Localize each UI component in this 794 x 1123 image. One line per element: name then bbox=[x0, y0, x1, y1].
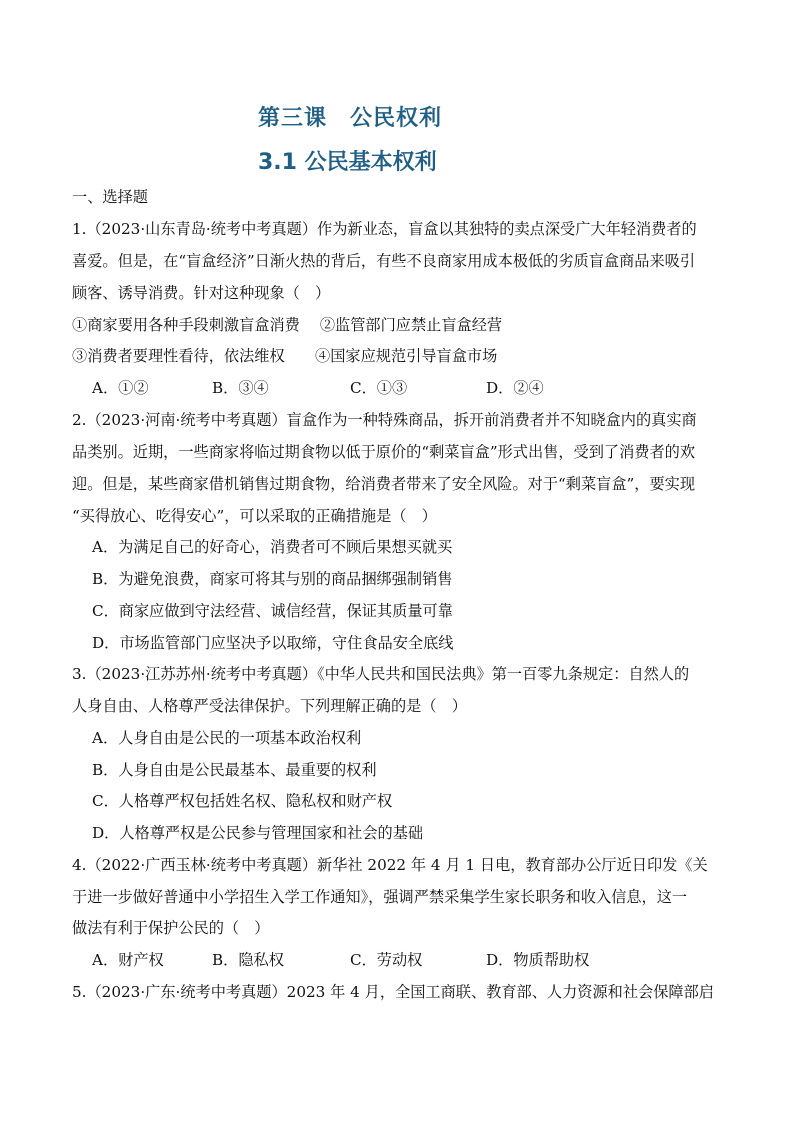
question-3-option-b: B．人身自由是公民最基本、最重要的权利 bbox=[92, 761, 377, 779]
section-heading: 一、选择题 bbox=[72, 188, 148, 206]
question-5-line-1: 5.（2023·广东·统考中考真题）2023 年 4 月，全国工商联、教育部、人力资源和社会保障部启 bbox=[72, 983, 714, 1001]
option-c: C．劳动权 bbox=[350, 951, 423, 969]
question-2-line-1: 2.（2023·河南·统考中考真题）盲盒作为一种特殊商品，拆开前消费者并不知晓盒内的真实商 bbox=[72, 411, 697, 429]
question-1-statement-2: ③消费者要理性看待，依法维权 ④国家应规范引导盲盒市场 bbox=[72, 347, 498, 365]
question-2-option-d: D．市场监管部门应坚决予以取缔，守住食品安全底线 bbox=[92, 634, 454, 652]
option-d: D．物质帮助权 bbox=[486, 951, 590, 969]
page-subtitle: 3.1 公民基本权利 bbox=[258, 150, 437, 175]
question-1-line-1: 1.（2023·山东青岛·统考中考真题）作为新业态，盲盒以其独特的卖点深受广大年轻消费者的 bbox=[72, 220, 697, 238]
option-c: C．①③ bbox=[350, 379, 408, 397]
question-4-line-2: 于进一步做好普通中小学招生入学工作通知》，强调严禁采集学生家长职务和收入信息，这一 bbox=[72, 888, 688, 906]
question-2-option-b: B．为避免浪费，商家可将其与别的商品捆绑强制销售 bbox=[92, 570, 453, 588]
question-3-option-d: D．人格尊严权是公民参与管理国家和社会的基础 bbox=[92, 824, 424, 842]
question-4-options bbox=[92, 950, 589, 970]
option-b: B．隐私权 bbox=[212, 951, 284, 969]
option-b: B．③④ bbox=[212, 379, 269, 397]
question-4-line-1: 4.（2022·广西玉林·统考中考真题）新华社 2022 年 4 月 1 日电，教育部办公厅近日印发《关 bbox=[72, 856, 708, 874]
question-3-option-c: C．人格尊严权包括姓名权、隐私权和财产权 bbox=[92, 792, 393, 810]
option-a: A．财产权 bbox=[92, 951, 164, 969]
question-2-option-a: A．为满足自己的好奇心，消费者可不顾后果想买就买 bbox=[92, 538, 453, 556]
question-3-line-1: 3.（2023·江苏苏州·统考中考真题）《中华人民共和国民法典》第一百零九条规定：自然人的 bbox=[72, 665, 690, 683]
question-1-options bbox=[92, 378, 544, 398]
page-title: 第三课 公民权利 bbox=[258, 106, 443, 131]
option-a: A．①② bbox=[92, 379, 149, 397]
question-3-option-a: A．人身自由是公民的一项基本政治权利 bbox=[92, 729, 362, 747]
question-1-line-3: 顾客、诱导消费。针对这种现象（ ） bbox=[72, 284, 331, 302]
question-3-line-2: 人身自由、人格尊严受法律保护。下列理解正确的是（ ） bbox=[72, 697, 467, 715]
question-2-line-2: 品类别。近期，一些商家将临过期食物以低于原价的“剩菜盲盒”形式出售，受到了消费者的欢 bbox=[72, 443, 696, 461]
question-1-line-2: 喜爱。但是，在“盲盒经济”日渐火热的背后，有些不良商家用成本极低的劣质盲盒商品来吸引 bbox=[72, 252, 696, 270]
question-4-line-3: 做法有利于保护公民的（ ） bbox=[72, 919, 270, 937]
question-2-line-4: “买得放心、吃得安心”，可以采取的正确措施是（ ） bbox=[72, 507, 437, 525]
question-1-statement-1: ①商家要用各种手段刺激盲盒消费 ②监管部门应禁止盲盒经营 bbox=[72, 316, 503, 334]
option-d: D．②④ bbox=[486, 379, 544, 397]
question-2-option-c: C．商家应做到守法经营、诚信经营，保证其质量可靠 bbox=[92, 602, 453, 620]
question-2-line-3: 迎。但是，某些商家借机销售过期食物，给消费者带来了安全风险。对于“剩菜盲盒”，要实现 bbox=[72, 475, 696, 493]
